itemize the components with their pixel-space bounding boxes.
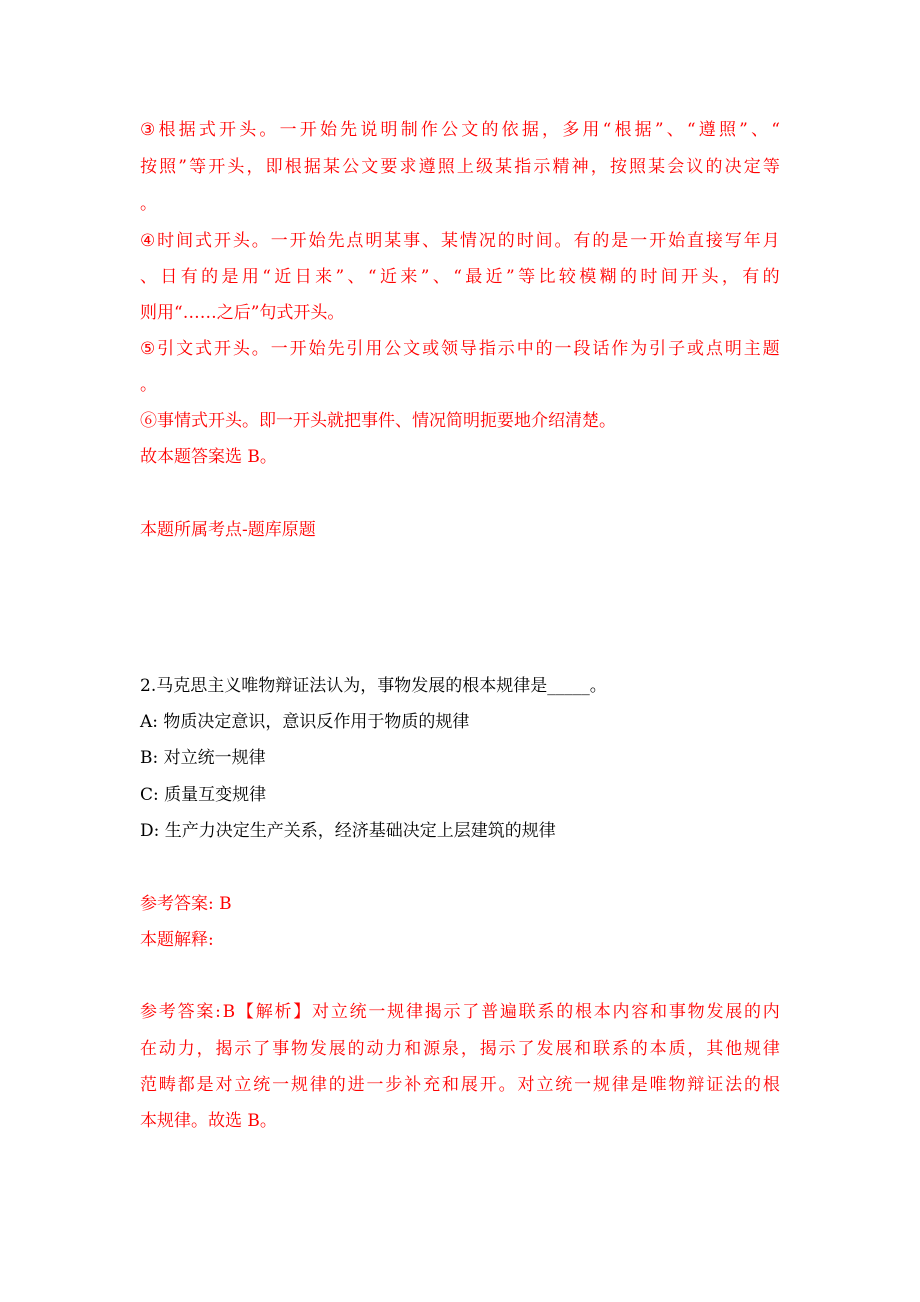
explanation-line: 本规律。故选 B。	[140, 1111, 277, 1131]
explanation-line: 范 畴 都 是 对 立 统 一 规 律 的 进 一 步 补 充 和 展 开 。 对 立 统 一 规 律 是 唯 物 辩 证 法 的 根	[140, 1075, 780, 1095]
question-option-b: B: 对立统一规律	[140, 748, 266, 768]
analysis-line: ④ 时 间 式 开 头 。 一 开 始 先 点 明 某 事 、 某 情 况 的 时 间 。 有 的 是 一 开 始 直 接 写 年 月	[140, 231, 780, 251]
question-option-d: D: 生产力决定生产关系，经济基础决定上层建筑的规律	[140, 821, 556, 841]
analysis-line: ⑤ 引 文 式 开 头 。 一 开 始 先 引 用 公 文 或 领 导 指 示 中 的 一 段 话 作 为 引 子 或 点 明 主 题	[140, 339, 780, 359]
explanation-line: 在 动 力 ， 揭 示 了 事 物 发 展 的 动 力 和 源 泉 ， 揭 示 了 发 展 和 联 系 的 本 质 ， 其 他 规 律	[140, 1039, 780, 1059]
explanation-line: 参 考 答 案 : B 【 解 析 】 对 立 统 一 规 律 揭 示 了 普 遍 联 系 的 根 本 内 容 和 事 物 发 展 的 内	[140, 1002, 780, 1022]
analysis-line: 、 日 有 的 是 用 “ 近 日 来 ” 、 “ 近 来 ” 、 “ 最 近 ” 等 比 较 模 糊 的 时 间 开 头 ， 有 的	[140, 267, 780, 287]
analysis-conclusion: 故本题答案选 B。	[140, 447, 277, 467]
analysis-line: 按 照 ” 等 开 头 ， 即 根 据 某 公 文 要 求 遵 照 上 级 某 指 示 精 神 ， 按 照 某 会 议 的 决 定 等	[140, 157, 780, 177]
analysis-line: 。	[140, 194, 157, 214]
question-option-a: A: 物质决定意识，意识反作用于物质的规律	[140, 712, 470, 732]
reference-answer: 参考答案: B	[140, 894, 232, 914]
analysis-line: 。	[140, 375, 157, 395]
explanation-label: 本题解释:	[140, 930, 214, 950]
analysis-line: ⑥事情式开头。即一开头就把事件、情况简明扼要地介绍清楚。	[140, 411, 616, 431]
question-option-c: C: 质量互变规律	[140, 785, 267, 805]
question-source: 本题所属考点-题库原题	[140, 520, 316, 540]
analysis-line: 则用“……之后”句式开头。	[140, 303, 345, 323]
question-stem: 2.马克思主义唯物辩证法认为，事物发展的根本规律是_____。	[140, 676, 607, 696]
analysis-line: ③ 根 据 式 开 头 。 一 开 始 先 说 明 制 作 公 文 的 依 据 ， 多 用 “ 根 据 ” 、 “ 遵 照 ” 、 “	[140, 120, 780, 140]
